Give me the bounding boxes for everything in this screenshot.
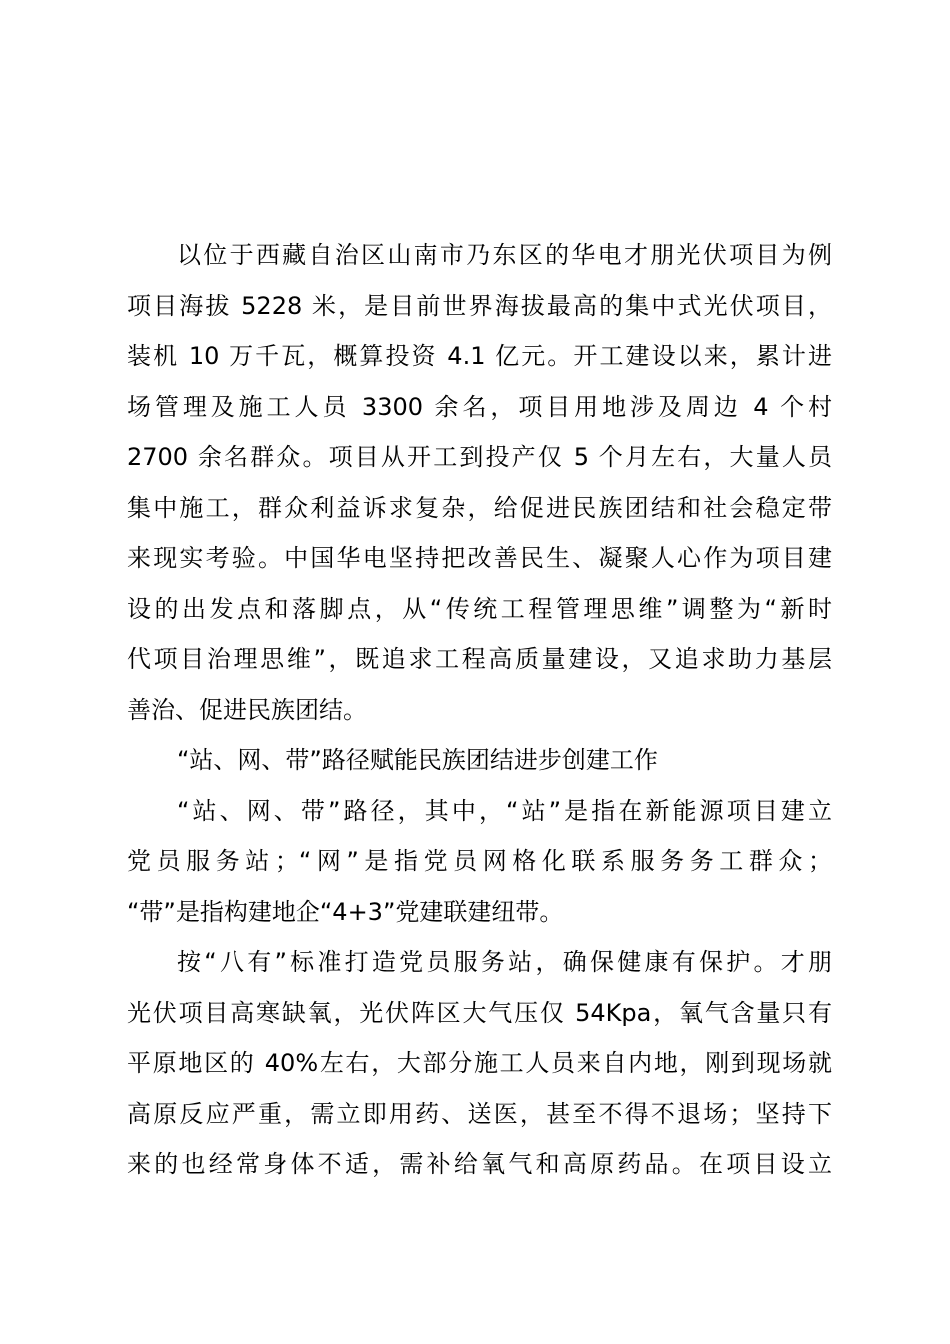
text-line: 光伏项目高寒缺氧，光伏阵区大气压仅 54Kpa，氧气含量只有 — [127, 998, 832, 1027]
text-line: 平原地区的 40%左右，大部分施工人员来自内地，刚到现场就 — [127, 1049, 832, 1077]
text-line: “站、网、带”路径，其中，“站”是指在新能源项目建立 — [177, 796, 832, 825]
paragraph-service-station — [127, 937, 832, 1190]
text-line: 设的出发点和落脚点，从“传统工程管理思维”调整为“新时 — [127, 594, 832, 623]
text-line: 集中施工，群众利益诉求复杂，给促进民族团结和社会稳定带 — [127, 493, 832, 522]
text-line: “站、网、带”路径赋能民族团结进步创建工作 — [177, 746, 658, 774]
text-line: 装机 10 万千瓦，概算投资 4.1 亿元。开工建设以来，累计进 — [127, 342, 832, 370]
text-line: 高原反应严重，需立即用药、送医，甚至不得不退场；坚持下 — [127, 1099, 832, 1128]
section-heading — [127, 735, 832, 786]
text-line: 代项目治理思维”，既追求工程高质量建设，又追求助力基层 — [127, 645, 832, 673]
text-line: 按“八有”标准打造党员服务站，确保健康有保护。才朋 — [177, 948, 832, 976]
text-line: 党员服务站；“网”是指党员网格化联系服务务工群众； — [127, 847, 832, 875]
text-line: 善治、促进民族团结。 — [127, 695, 367, 724]
text-line: 场管理及施工人员 3300 余名，项目用地涉及周边 4 个村 — [127, 392, 832, 421]
document-body — [127, 230, 832, 1190]
text-line: 项目海拔 5228 米，是目前世界海拔最高的集中式光伏项目， — [127, 291, 832, 320]
text-line: 来的也经常身体不适，需补给氧气和高原药品。在项目设立 — [127, 1150, 832, 1178]
paragraph-project-overview — [127, 230, 832, 735]
paragraph-path-definition — [127, 786, 832, 938]
text-line: 来现实考验。中国华电坚持把改善民生、凝聚人心作为项目建 — [127, 544, 832, 572]
text-line: 以位于西藏自治区山南市乃东区的华电才朋光伏项目为例 — [177, 241, 832, 269]
text-line: 2700 余名群众。项目从开工到投产仅 5 个月左右，大量人员 — [127, 443, 832, 471]
text-line: “带”是指构建地企“4+3”党建联建纽带。 — [127, 897, 564, 926]
